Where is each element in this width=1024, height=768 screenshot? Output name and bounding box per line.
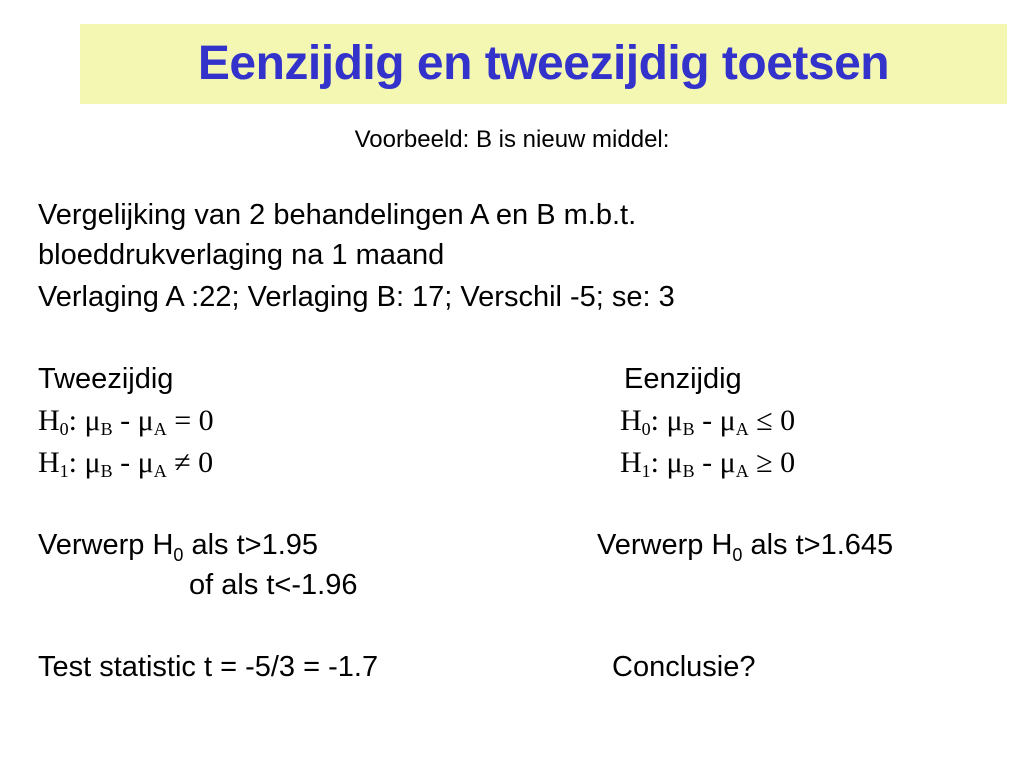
sub-b: B: [682, 419, 695, 439]
intro-line-3: Verlaging A :22; Verlaging B: 17; Verschil -5; se: 3: [38, 281, 675, 313]
minus-mu-a: - μ: [112, 446, 154, 479]
h0-symbol: H: [620, 404, 642, 437]
relation: ≥ 0: [748, 446, 796, 479]
sub-b: B: [100, 461, 113, 481]
reject-prefix: Verwerp H: [38, 529, 174, 561]
relation: ≠ 0: [166, 446, 214, 479]
reject-suffix: als t>1.645: [742, 529, 894, 561]
sub-b: B: [682, 461, 695, 481]
two-sided-h0: [38, 404, 214, 438]
subtitle: Voorbeeld: B is nieuw middel:: [354, 126, 670, 153]
one-sided-reject-rule: [597, 528, 894, 565]
two-sided-heading: Tweezijdig: [38, 363, 174, 395]
two-sided-reject-line-2: of als t<-1.96: [189, 569, 358, 601]
one-sided-heading: Eenzijdig: [624, 363, 742, 395]
mu-b: : μ: [68, 446, 101, 479]
slide-title: Eenzijdig en tweezijdig toetsen: [197, 37, 890, 90]
sub-a: A: [735, 419, 749, 439]
h1-index: 1: [641, 461, 651, 481]
one-sided-h1: [620, 446, 795, 480]
mu-b: : μ: [650, 446, 683, 479]
h1-symbol: H: [620, 446, 642, 479]
mu-b: : μ: [650, 404, 683, 437]
reject-suffix: als t>1.95: [183, 529, 319, 561]
reject-prefix: Verwerp H: [597, 529, 733, 561]
sub-a: A: [153, 461, 167, 481]
conclusion-question: Conclusie?: [612, 651, 756, 683]
reject-index: 0: [173, 545, 184, 565]
relation: = 0: [166, 404, 214, 437]
sub-a: A: [153, 419, 167, 439]
minus-mu-a: - μ: [694, 446, 736, 479]
test-statistic: Test statistic t = -5/3 = -1.7: [38, 651, 379, 683]
mu-b: : μ: [68, 404, 101, 437]
h0-symbol: H: [38, 404, 60, 437]
h0-index: 0: [641, 419, 651, 439]
h1-index: 1: [59, 461, 69, 481]
relation: ≤ 0: [748, 404, 796, 437]
sub-a: A: [735, 461, 749, 481]
sub-b: B: [100, 419, 113, 439]
reject-index: 0: [732, 545, 743, 565]
two-sided-reject-rule: [38, 528, 319, 565]
two-sided-h1: [38, 446, 213, 480]
title-bar: [80, 24, 1007, 104]
minus-mu-a: - μ: [112, 404, 154, 437]
h1-symbol: H: [38, 446, 60, 479]
minus-mu-a: - μ: [694, 404, 736, 437]
intro-line-1: Vergelijking van 2 behandelingen A en B m.b.t.: [38, 199, 637, 231]
h0-index: 0: [59, 419, 69, 439]
one-sided-h0: [620, 404, 795, 438]
intro-line-2: bloeddrukverlaging na 1 maand: [38, 239, 445, 271]
